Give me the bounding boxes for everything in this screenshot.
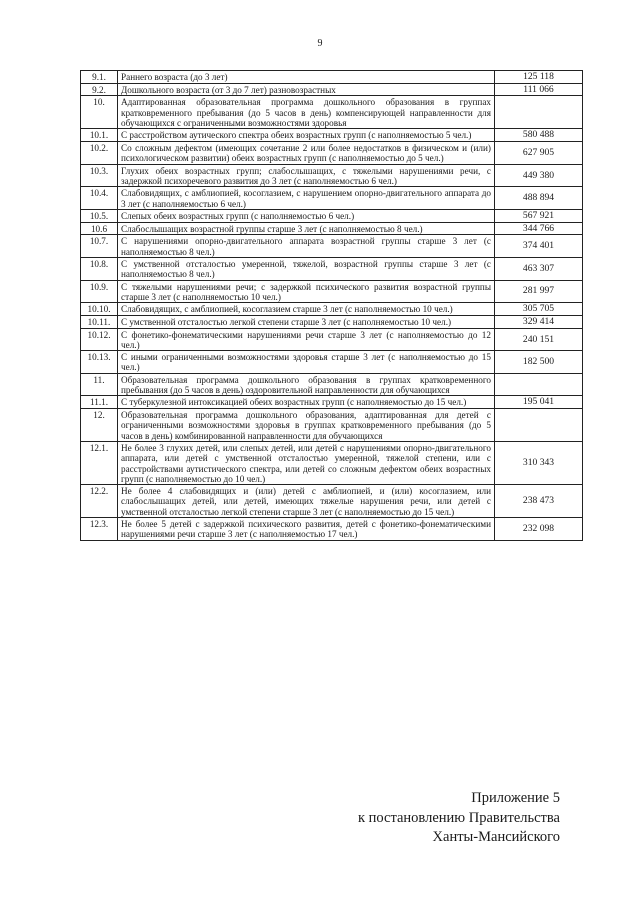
table-row [81,396,583,409]
row-value: 567 921 [495,209,583,222]
row-number: 10.11. [81,315,118,328]
row-value: 125 118 [495,71,583,84]
table-row [81,71,583,84]
row-value [495,373,583,396]
row-value: 310 343 [495,442,583,485]
row-number: 12.2. [81,485,118,518]
row-number: 10.8. [81,257,118,280]
row-number: 11.1. [81,396,118,409]
row-value: 240 151 [495,328,583,351]
row-number: 12.1. [81,442,118,485]
table-row [81,96,583,129]
row-value: 195 041 [495,396,583,409]
appendix-region: Ханты-Мансийского [432,829,560,846]
row-number: 10.9. [81,280,118,303]
table-row [81,373,583,396]
row-description: Образовательная программа дошкольного образования, адаптированная для детей с ограниченными возможностями здоровья в группах кратковременного пребывания (до 5 часов в день) комбинированной направленности для обучающихся [118,409,495,442]
row-number: 10.12. [81,328,118,351]
row-description: Глухих обеих возрастных групп; слабослышащих, с тяжелыми нарушениями речи, с задержкой психоречевого развития до 3 лет (с наполняемостью 6 чел.) [118,164,495,187]
row-number: 10.2. [81,142,118,165]
row-description: Слепых обеих возрастных групп (с наполняемостью 6 чел.) [118,209,495,222]
table-row [81,280,583,303]
table-row [81,187,583,210]
table-row [81,328,583,351]
row-description: Со сложным дефектом (имеющих сочетание 2 или более недостатков в физическом и (или) психологическом развитии) обеих возрастных групп (с наполняемостью до 5 чел.) [118,142,495,165]
row-description: Слабовидящих, с амблиопией, косоглазием, с нарушением опорно-двигательного аппарата до 3 лет (с наполняемостью 6 чел.) [118,187,495,210]
table-row [81,409,583,442]
table-row [81,83,583,96]
row-description: Не более 5 детей с задержкой психического развития, детей с фонетико-фонематическими нарушениями речи старше 3 лет (с наполняемостью 17 чел.) [118,518,495,541]
row-value: 329 414 [495,315,583,328]
row-number: 10.13. [81,351,118,374]
row-value: 111 066 [495,83,583,96]
row-description: С туберкулезной интоксикацией обеих возрастных групп (с наполняемостью до 15 чел.) [118,396,495,409]
table-row [81,235,583,258]
row-number: 12.3. [81,518,118,541]
row-number: 10. [81,96,118,129]
table-row [81,351,583,374]
row-number: 10.3. [81,164,118,187]
appendix-reference: к постановлению Правительства [358,809,560,826]
page-number: 9 [317,38,323,49]
row-description: Раннего возраста (до 3 лет) [118,71,495,84]
row-description: Слабослышащих возрастной группы старше 3 лет (с наполняемостью 8 чел.) [118,222,495,235]
table-row [81,142,583,165]
row-value: 305 705 [495,303,583,316]
table-row [81,442,583,485]
row-number: 12. [81,409,118,442]
row-number: 10.4. [81,187,118,210]
row-description: Не более 3 глухих детей, или слепых детей, или детей с нарушениями опорно-двигательного аппарата, или детей с умственной отсталостью умеренной, тяжелой степени, или с расстройствами аутистического спектра, или детей со сложным дефектом обеих возрастных групп (с наполняемостью до 10 чел.) [118,442,495,485]
row-value: 182 500 [495,351,583,374]
row-description: Дошкольного возраста (от 3 до 7 лет) разновозрастных [118,83,495,96]
row-number: 10.6 [81,222,118,235]
row-number: 9.2. [81,83,118,96]
row-value: 463 307 [495,257,583,280]
appendix-title: Приложение 5 [471,790,560,806]
row-description: С фонетико-фонематическими нарушениями речи старше 3 лет (с наполняемостью до 12 чел.) [118,328,495,351]
table-row [81,164,583,187]
row-value: 627 905 [495,142,583,165]
row-value: 580 488 [495,129,583,142]
row-number: 9.1. [81,71,118,84]
row-description: Слабовидящих, с амблиопией, косоглазием старше 3 лет (с наполняемостью 10 чел.) [118,303,495,316]
table-row [81,518,583,541]
row-number: 10.5. [81,209,118,222]
table-body [81,71,583,541]
row-description: С умственной отсталостью легкой степени старше 3 лет (с наполняемостью 10 чел.) [118,315,495,328]
table-row [81,257,583,280]
row-value: 232 098 [495,518,583,541]
table-row [81,303,583,316]
row-value: 281 997 [495,280,583,303]
row-number: 10.1. [81,129,118,142]
row-number: 10.7. [81,235,118,258]
row-description: Не более 4 слабовидящих и (или) детей с амблиопией, и (или) косоглазием, или слабослышащих детей, или детей, имеющих тяжелые нарушения речи, или детей с умственной отсталостью легкой степени старше 3 лет (с наполняемостью до 15 чел.) [118,485,495,518]
row-description: С умственной отсталостью умеренной, тяжелой, возрастной группы старше 3 лет (с наполняемостью 8 чел.) [118,257,495,280]
row-value: 238 473 [495,485,583,518]
row-value: 488 894 [495,187,583,210]
row-description: Адаптированная образовательная программа дошкольного образования в группах кратковременного пребывания (до 5 часов в день) компенсирующей направленности для обучающихся с ограниченными возможностями здоровья [118,96,495,129]
row-description: С расстройством аутического спектра обеих возрастных групп (с наполняемостью 5 чел.) [118,129,495,142]
table-row [81,222,583,235]
table-row [81,485,583,518]
table-row [81,209,583,222]
tariff-table [80,70,583,541]
row-description: С тяжелыми нарушениями речи; с задержкой психического развития возрастной группы старше 3 лет (с наполняемостью 10 чел.) [118,280,495,303]
row-description: С иными ограниченными возможностями здоровья старше 3 лет (с наполняемостью до 15 чел.) [118,351,495,374]
row-value [495,96,583,129]
row-number: 11. [81,373,118,396]
row-value: 344 766 [495,222,583,235]
row-value [495,409,583,442]
row-description: Образовательная программа дошкольного образования в группах кратковременного пребывания (до 5 часов в день) оздоровительной направленности для обучающихся [118,373,495,396]
table-row [81,129,583,142]
row-value: 449 380 [495,164,583,187]
row-value: 374 401 [495,235,583,258]
row-number: 10.10. [81,303,118,316]
appendix-heading [358,789,560,848]
table-row [81,315,583,328]
row-description: С нарушениями опорно-двигательного аппарата возрастной группы старше 3 лет (с наполняемостью 8 чел.) [118,235,495,258]
